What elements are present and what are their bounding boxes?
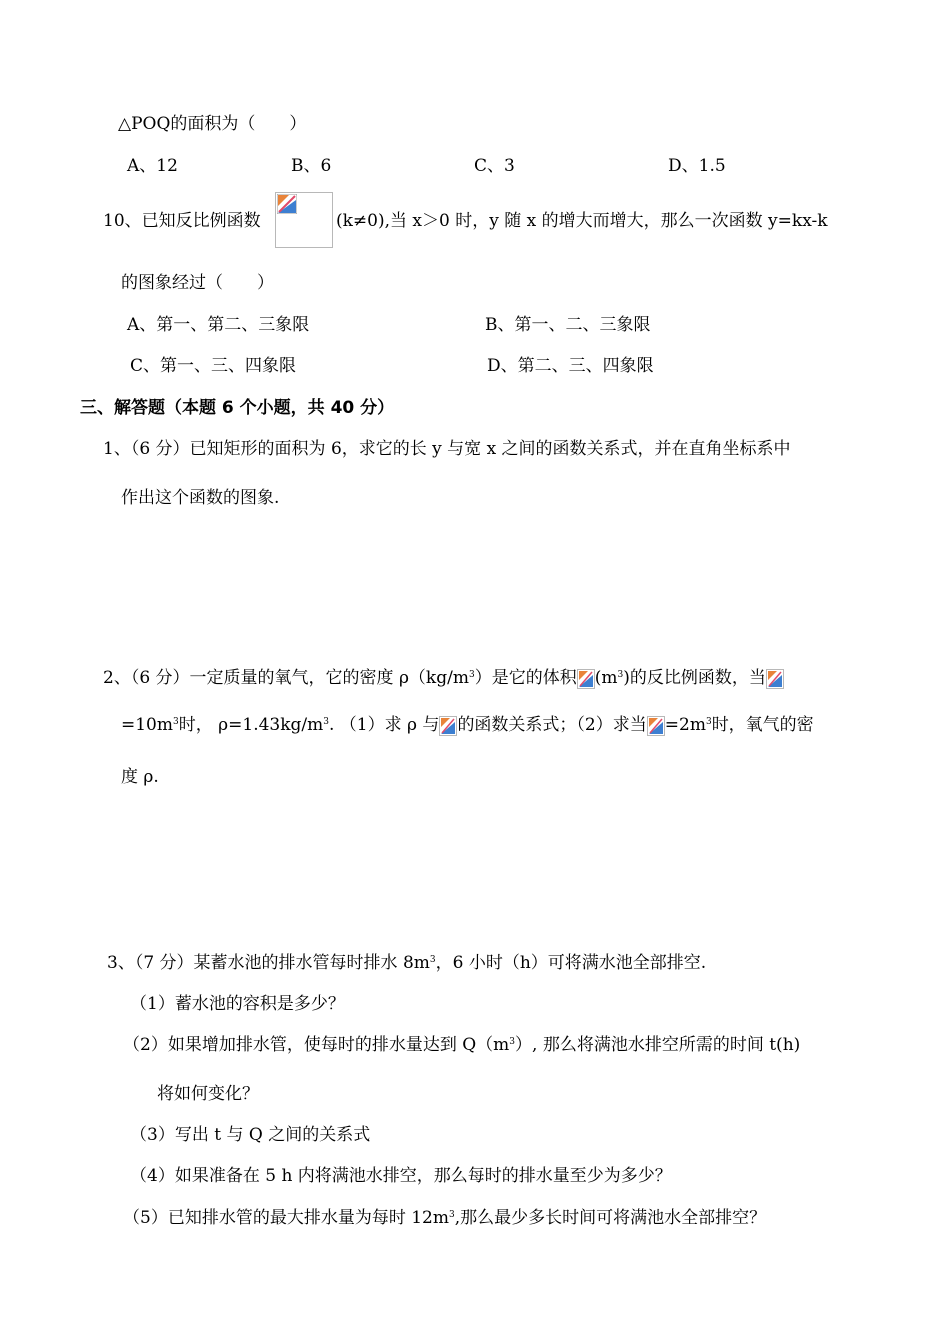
p2-text: 2、（6 分）一定质量的氧气，它的密度 ρ（kg/m bbox=[103, 668, 469, 688]
p3-sub1: （1）蓄水池的容积是多少？ bbox=[130, 994, 345, 1014]
p3-text: ，6 小时（h）可将满水池全部排空. bbox=[435, 953, 707, 973]
q9-stem: △POQ的面积为（ ） bbox=[118, 114, 307, 134]
superscript: 3 bbox=[173, 717, 179, 727]
p2-line3: 度 ρ. bbox=[121, 767, 159, 787]
superscript: 3 bbox=[448, 1210, 455, 1220]
p3-sub3: （3）写出 t 与 Q 之间的关系式 bbox=[130, 1125, 371, 1145]
p1-line2: 作出这个函数的图象. bbox=[121, 488, 280, 508]
p3-text: ）, 那么将满池水排空所需的时间 t(h) bbox=[515, 1035, 801, 1055]
superscript: 3 bbox=[468, 670, 475, 680]
p3-text: （2）如果增加排水管，使每时的排水量达到 Q（m bbox=[123, 1035, 510, 1055]
p2-text: 时， ρ=1.43kg/m bbox=[178, 715, 324, 735]
superscript: 3 bbox=[705, 717, 712, 727]
q10-line1-start: 10、已知反比例函数 bbox=[103, 211, 261, 231]
q10-line1-end: (k≠0),当 x＞0 时，y 随 x 的增大而增大，那么一次函数 y=kx-k bbox=[336, 211, 828, 231]
p3-text: 3、（7 分）某蓄水池的排水管每时排水 8m bbox=[107, 953, 430, 973]
broken-image-icon bbox=[275, 192, 333, 248]
p2-text: =2m bbox=[664, 715, 706, 735]
p2-text: 的函数关系式；（2）求当 bbox=[457, 715, 647, 735]
p3-sub2-line2: 将如何变化？ bbox=[157, 1084, 259, 1104]
superscript: 3 bbox=[323, 717, 329, 727]
p2-text: ）是它的体积 bbox=[474, 668, 577, 688]
q9-option-b: B、6 bbox=[291, 156, 332, 176]
q10-option-b: B、第一、二、三象限 bbox=[485, 315, 651, 335]
p3-text: ,那么最少多长时间可将满池水全部排空？ bbox=[454, 1208, 767, 1228]
p1-line1: 1、（6 分）已知矩形的面积为 6，求它的长 y 与宽 x 之间的函数关系式，并在直角坐标系中 bbox=[103, 439, 791, 459]
p2-text: )的反比例函数，当 bbox=[623, 668, 766, 688]
section-heading: 三、解答题（本题 6 个小题，共 40 分） bbox=[80, 398, 395, 418]
q9-option-a: A、12 bbox=[127, 156, 178, 176]
q10-option-a: A、第一、第二、三象限 bbox=[127, 315, 310, 335]
broken-image-icon bbox=[766, 669, 784, 689]
p2-text: =10m bbox=[121, 715, 173, 735]
superscript: 3 bbox=[429, 955, 436, 965]
broken-image-icon bbox=[439, 716, 457, 736]
p2-text: . （1）求 ρ 与 bbox=[329, 715, 440, 735]
p3-text: （5）已知排水管的最大排水量为每时 12m bbox=[123, 1208, 449, 1228]
p3-sub4: （4）如果准备在 5 h 内将满池水排空，那么每时的排水量至少为多少？ bbox=[130, 1166, 672, 1186]
p2-line1 bbox=[103, 666, 784, 690]
broken-image-icon bbox=[647, 716, 665, 736]
broken-image-icon bbox=[577, 669, 595, 689]
superscript: 3 bbox=[509, 1037, 516, 1047]
p3-sub5 bbox=[123, 1206, 766, 1230]
p2-line2 bbox=[121, 713, 814, 737]
p3-sub2 bbox=[123, 1033, 800, 1057]
p3-line1 bbox=[107, 951, 706, 975]
superscript: 3 bbox=[617, 670, 624, 680]
p2-text: (m bbox=[594, 668, 618, 688]
p2-text: 时，氧气的密 bbox=[711, 715, 814, 735]
q10-option-c: C、第一、三、四象限 bbox=[130, 356, 297, 376]
q10-line2: 的图象经过（ ） bbox=[121, 273, 274, 293]
q9-option-d: D、1.5 bbox=[668, 156, 726, 176]
q9-option-c: C、3 bbox=[474, 156, 515, 176]
q10-option-d: D、第二、三、四象限 bbox=[487, 356, 654, 376]
